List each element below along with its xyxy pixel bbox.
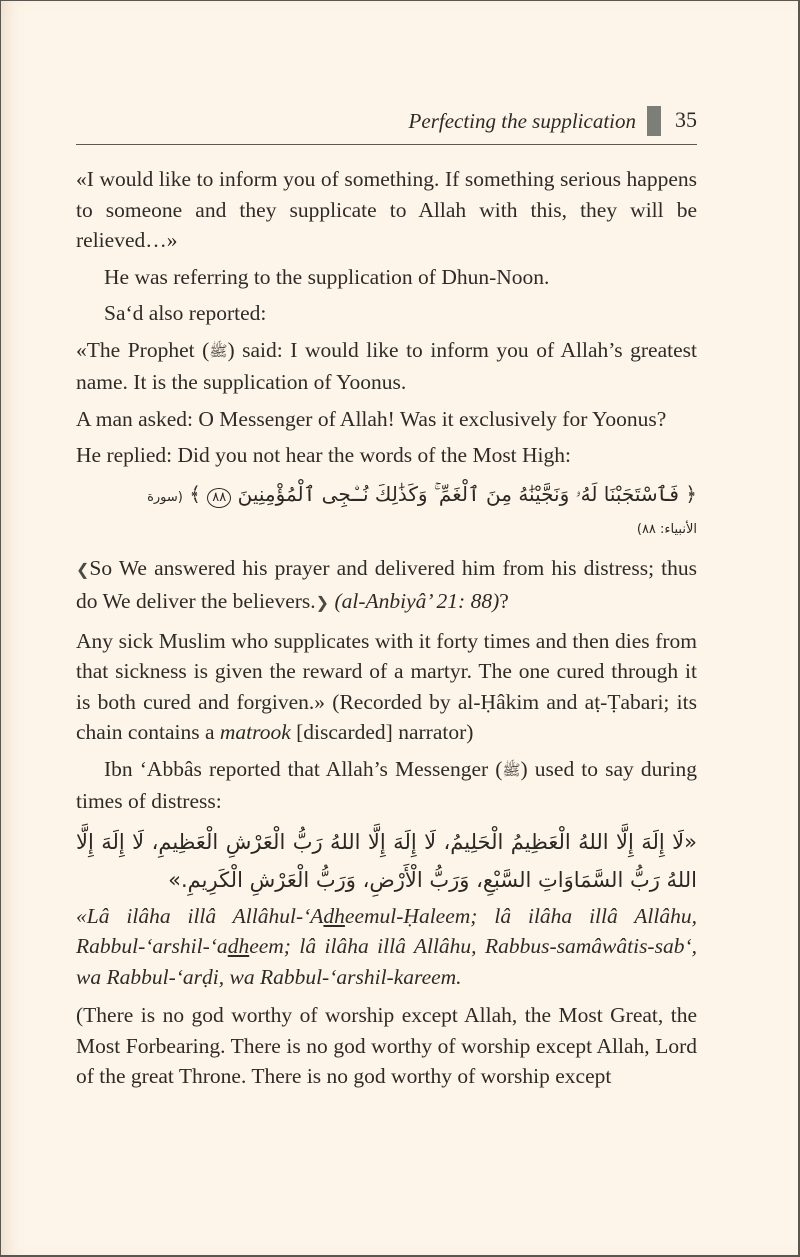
running-title: Perfecting the supplication <box>408 109 636 133</box>
text: eemul-Ḥaleem; lâ ilâha illâ Allâhu, Rabbul-‘arshil-‘a <box>76 903 697 958</box>
quran-open-ornament-icon: ❮ <box>76 561 90 579</box>
quran-ayah-arabic <box>76 477 697 515</box>
text: So We answered his prayer and delivered him from his distress; thus do We deliver the believers. <box>76 555 697 613</box>
text: «Lâ ilâha illâ Allâhul-‘A <box>76 903 324 928</box>
paragraph-man-asked: A man asked: O Messenger of Allah! Was it exclusively for Yoonus? <box>76 406 667 431</box>
text: eem; lâ ilâha illâ Allâhu, Rabbus-samâwâtis-sab‘, wa Rabbul-‘arḍi, wa Rabbul-‘arshil-kareem. <box>76 934 697 989</box>
ayah-number-badge: ٨٨ <box>207 488 231 508</box>
text: «The Prophet ( <box>76 337 210 362</box>
text: [discarded] narrator) <box>290 720 474 744</box>
text: Any sick Muslim who supplicates with it forty times and then dies from that sickness is given the reward of a martyr. The one cured through it is both cured and forgiven.» (Recorded by al-Ḥâkim and aṭ-Ṭabari; its chain contains a <box>76 628 697 744</box>
paragraph-ibn-abbas <box>76 754 697 817</box>
text: dh <box>323 903 345 928</box>
paragraph-sad-reported: Sa‘d also reported: <box>104 301 267 325</box>
paragraph-he-replied: He replied: Did you not hear the words of the Most High: <box>76 443 572 467</box>
paragraph-dhun-noon: He was referring to the supplication of Dhun-Noon. <box>104 264 550 289</box>
dua-arabic: «لَا إِلَهَ إِلَّا اللهُ الْعَظِيمُ الْحَلِيمُ، لَا إِلَهَ إِلَّا اللهُ رَبُّ الْعَرْشِ الْعَظِيمِ، لَا إِلَهَ إِلَّا اللهُ رَبُّ السَّمَاوَاتِ السَّبْعِ، وَرَبُّ الْأَرْضِ، وَرَبُّ الْعَرْشِ الْكَرِيمِ.» <box>76 829 697 892</box>
text: ) said: I would like to inform you of Allah’s greatest name. It is the supplication of Yoonus. <box>76 337 697 394</box>
salutation-icon: ﷺ <box>209 343 228 360</box>
text: Ibn ‘Abbâs reported that Allah’s Messenger ( <box>104 756 503 781</box>
text: dh <box>227 934 250 958</box>
ayah-translation <box>76 553 697 620</box>
dua-translation: (There is no god worthy of worship except Allah, the Most Great, the Most Forbearing. There is no god worthy of worship except Allah, Lord of the great Throne. There is no god worthy of worship except <box>76 1003 697 1088</box>
quran-close-ornament-icon: ❯ <box>315 595 330 612</box>
text: ) used to say during times of distress: <box>76 756 697 813</box>
salutation-icon: ﷺ <box>502 762 521 779</box>
ayah-text: ﴿ فَٱسْتَجَبْنَا لَهُۥ وَنَجَّيْنَٰهُ مِنَ ٱلْغَمِّ ۚ وَكَذَٰلِكَ نُـۨجِى ٱلْمُؤْمِنِينَ <box>237 481 697 506</box>
ayah-bracket: ﴾ <box>189 481 201 506</box>
surah-reference-cont: الأنبياء: ٨٨) <box>636 521 697 537</box>
paragraph-sick-muslim <box>76 626 697 748</box>
paragraph-prophet-said <box>76 335 697 398</box>
surah-reference: (سورة <box>147 489 183 505</box>
page-body <box>76 164 697 1098</box>
page-number: 35 <box>675 107 697 132</box>
header-marker-bar <box>647 106 661 136</box>
term-matrook: matrook <box>219 720 291 744</box>
ayah-citation: (al-Anbiyâ’ 21: 88) <box>334 589 500 613</box>
book-page <box>1 1 798 1255</box>
dua-transliteration <box>76 901 697 993</box>
paragraph-hadith-quote: «I would like to inform you of something. If something serious happens to someone and they supplicate to Allah with this, they will be relieved…» <box>76 167 697 252</box>
running-header <box>76 104 697 145</box>
text: ? <box>499 589 509 613</box>
